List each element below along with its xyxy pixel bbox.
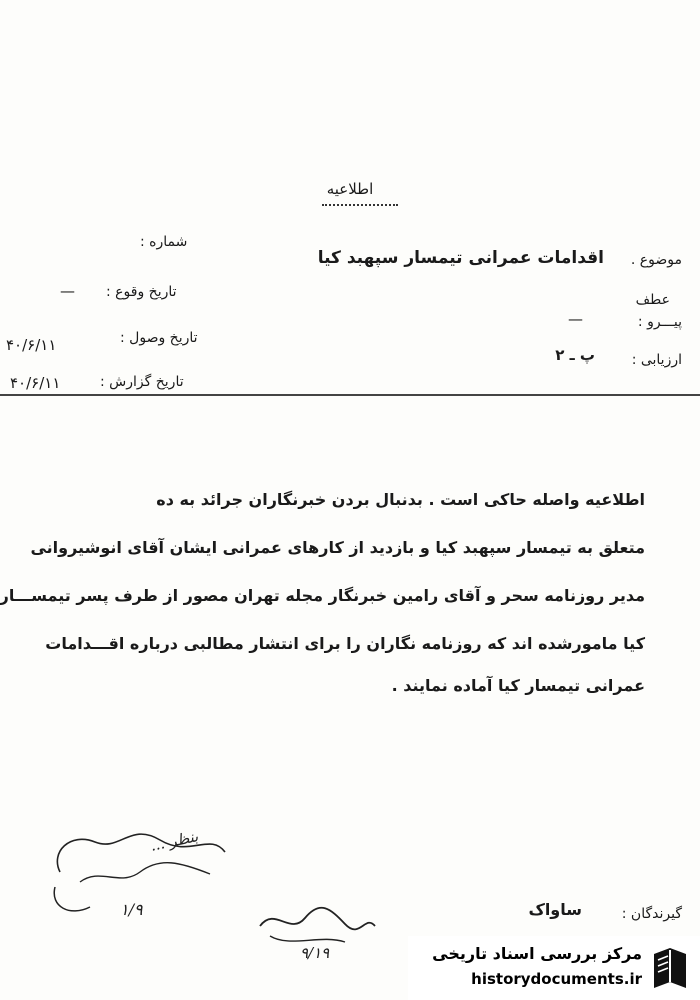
- handwritten-date-mid: ۹/۱۹: [300, 944, 330, 962]
- event-date-label: تاریخ وقوع :: [106, 284, 177, 300]
- receipt-date-label: تاریخ وصول :: [120, 330, 198, 346]
- recipients-value: ساواک: [528, 900, 582, 919]
- event-date-value: —: [60, 282, 75, 300]
- header-separator: [0, 394, 700, 396]
- handwritten-note-text: بنظر ...: [148, 827, 200, 855]
- report-date-label: تاریخ گزارش :: [100, 374, 184, 390]
- document-title: اطلاعیه: [326, 180, 374, 198]
- body-line: اطلاعیه واصله حاکی است . بدنبال بردن خبرنگاران جرائد به ده: [156, 490, 645, 509]
- report-date-value: ۴۰/۶/۱۱: [10, 374, 61, 392]
- title-underline: [322, 204, 398, 212]
- handwritten-date-left: ۱/۹: [120, 900, 143, 919]
- reference-label: عطف: [635, 292, 670, 308]
- watermark-org: مرکز بررسی اسناد تاریخی: [432, 944, 642, 963]
- body-line: متعلق به تیمسار سپهبد کیا و بازدید از کارهای عمرانی ایشان آقای انوشیروانی: [30, 538, 645, 557]
- evaluation-value: پ ـ ۲: [555, 346, 595, 364]
- followup-value: —: [568, 310, 583, 328]
- followup-label: پیـــرو :: [637, 314, 682, 330]
- recipients-label: گیرندگان :: [621, 906, 682, 922]
- body-line: عمرانی تیمسار کیا آماده نمایند .: [391, 676, 645, 695]
- number-label: شماره :: [140, 234, 188, 250]
- evaluation-label: ارزیابی :: [631, 352, 682, 368]
- body-line: کیا مامورشده اند که روزنامه نگاران را برای انتشار مطالبی درباره اقـــدامات: [45, 634, 645, 653]
- subject-value: اقدامات عمرانی تیمسار سپهبد کیا: [317, 248, 604, 268]
- subject-label: موضوع .: [630, 252, 682, 268]
- body-line: مدیر روزنامه سحر و آقای رامین خبرنگار مجله تهران مصور از طرف پسر تیمســـار: [0, 586, 645, 605]
- watermark-url: historydocuments.ir: [471, 970, 642, 988]
- watermark-box: [408, 936, 700, 1000]
- book-logo-icon: [648, 944, 692, 992]
- receipt-date-value: ۴۰/۶/۱۱: [6, 336, 57, 354]
